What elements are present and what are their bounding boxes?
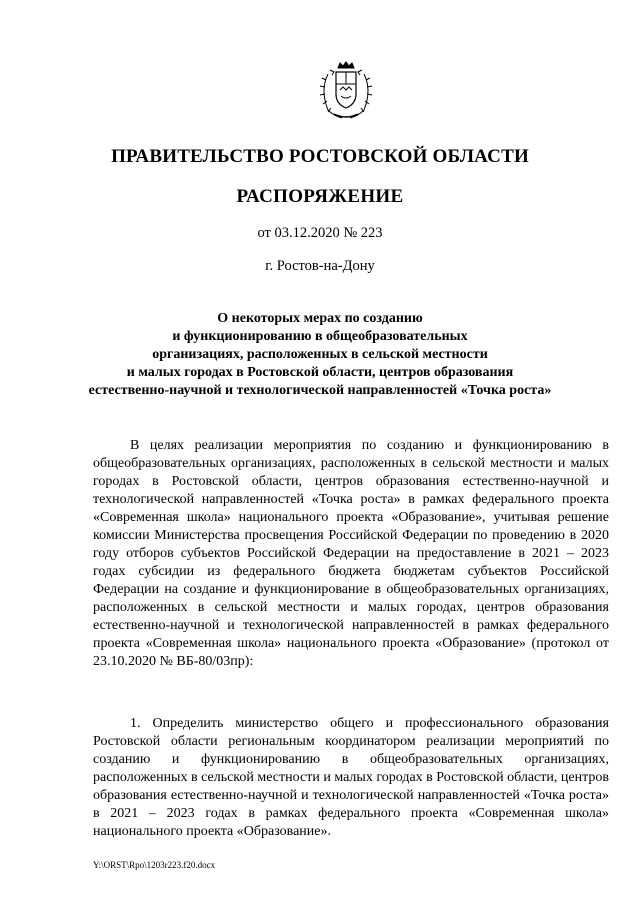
title-line: О некоторых мерах по созданию — [217, 311, 423, 326]
title-line: организациях, расположенных в сельской местности — [152, 347, 488, 362]
document-city: г. Ростов-на-Дону — [265, 258, 375, 274]
coat-of-arms-icon — [316, 60, 376, 122]
item-1-paragraph: 1. Определить министерство общего и профессионального образования Ростовской области региональным координатором реализации мероприятий по созданию и функционированию в общеобразовательных организациях, расположенных в сельской местности и малых городах в Ростовской области, центров образования естественно-научной и технологической направленностей «Точка роста» в 2021 – 2023 годах в рамках федерального проекта «Современная школа» национального проекта «Образование». — [93, 716, 609, 839]
file-path-footer: Y:\ORST\Rpo\1203r223.f20.docx — [93, 860, 216, 870]
preamble-paragraph: В целях реализации мероприятия по созданию и функционированию в общеобразовательных организациях, расположенных в сельской местности и малых городах в Ростовской области, центров образования естественно-научной и технологической направленностей «Точка роста» в рамках федерального проекта «Современная школа» национального проекта «Образование», учитывая решение комиссии Министерства просвещения Российской Федерации по проведению в 2020 году отборов субъектов Российской Федерации на предоставление в 2021 – 2023 годах субсидии из федерального бюджета бюджетам субъектов Российской Федерации на создание и функционирование в общеобразовательных организациях, расположенных в сельской местности и малых городах, центров образования естественно-научной и технологической направленностей в рамках федерального проекта «Современная школа» национального проекта «Образование» (протокол от 23.10.2020 № ВБ-80/03пр): — [93, 438, 609, 669]
organization-name: ПРАВИТЕЛЬСТВО РОСТОВСКОЙ ОБЛАСТИ — [111, 146, 529, 167]
document-title — [0, 310, 640, 400]
title-line: и функционированию в общеобразовательных — [172, 329, 468, 344]
document-type: РАСПОРЯЖЕНИЕ — [236, 186, 404, 207]
title-line: и малых городах в Ростовской области, центров образования — [126, 365, 514, 380]
title-line: естественно-научной и технологической направленностей «Точка роста» — [88, 383, 552, 398]
document-date-number: от 03.12.2020 № 223 — [257, 225, 383, 241]
